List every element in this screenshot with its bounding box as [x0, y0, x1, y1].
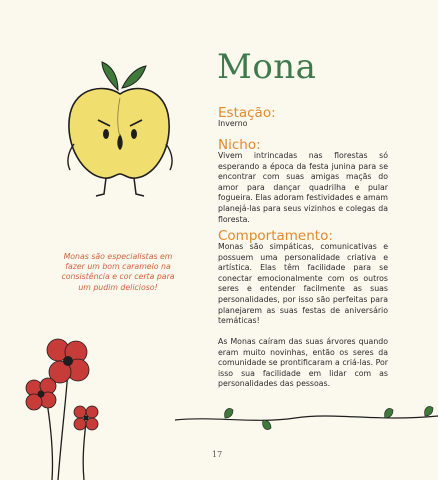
right-eye	[131, 129, 137, 139]
leaf-right	[122, 66, 146, 88]
season-value: Inverno	[218, 119, 248, 128]
side-note: Monas são especialistas em fazer um bom caramelo na consistência e cor certa para um pudim delicioso!	[61, 252, 175, 292]
flower-large	[47, 339, 89, 383]
season-heading: Estação:	[218, 105, 276, 121]
vine-leaf	[263, 420, 271, 430]
right-leg	[134, 178, 144, 196]
behavior-heading: Comportamento:	[218, 228, 333, 244]
vine-leaf	[425, 406, 433, 416]
niche-heading: Nicho:	[218, 137, 261, 153]
page-title: Mona	[217, 47, 317, 87]
leaf-left	[102, 62, 118, 90]
page-number: 17	[212, 450, 223, 459]
vine-leaf	[385, 408, 393, 418]
vine-leaf	[225, 408, 233, 418]
flower-medium	[26, 378, 56, 410]
vine-illustration	[175, 398, 438, 438]
left-leg	[96, 178, 106, 196]
flowers-illustration	[18, 330, 128, 480]
apple-character-illustration	[60, 58, 180, 208]
behavior-text: Monas são simpáticas, comunicativas e possuem uma personalidade criativa e artística. Elas têm facilidade para se conectar emocionalmente com os outros seres e entender facilmente as suas personalidades, por isso são perfeitas para planejarem as suas festas de aniversário temáticas!	[218, 242, 388, 326]
niche-text: Vivem intrincadas nas florestas só esperando a época da festa junina para se encontrar com suas amigas maçãs do amor para dançar quadrilha e pular fogueira. Elas adoram festividades e amam planejá-las para seus vizinhos e colegas da floresta.	[218, 151, 388, 224]
left-eye	[103, 129, 109, 139]
behavior-text-extra: As Monas caíram das suas árvores quando eram muito novinhas, então os seres da comunidade se prontificaram a criá-las. Por isso sua facilidade em lidar com as personalidades das pessoas.	[218, 337, 388, 389]
